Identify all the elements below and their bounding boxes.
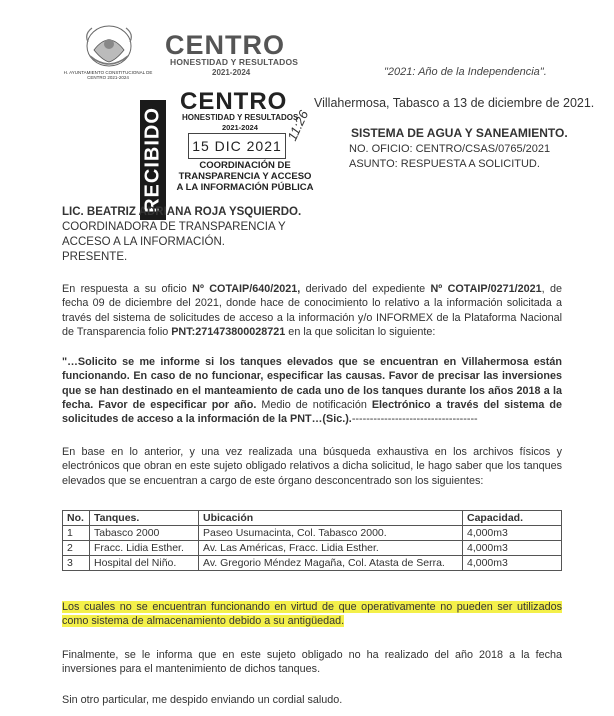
p1-office-ref: Nº COTAIP/640/2021, xyxy=(192,283,301,295)
quote-medium-label: Medio de notificación xyxy=(256,398,372,411)
cell-location: Av. Las Américas, Fracc. Lidia Esther. xyxy=(199,541,463,556)
stamp-office-line1: COORDINACIÓN DE xyxy=(199,160,291,171)
tanks-table xyxy=(62,510,562,571)
received-stamp-label xyxy=(140,100,166,220)
stamp-years: 2021-2024 xyxy=(222,123,258,132)
stamp-office-line3: A LA INFORMACIÓN PÚBLICA xyxy=(176,182,314,193)
paragraph-search: En base en lo anterior, y una vez realizada una búsqueda exhaustiva en los archivos físicos y electrónicos que obran en este sujeto obligado relativos a dicha solicitud, le hago saber que los tanques elevados que se encuentran a cargo de este órgano desconcentrado son los siguientes: xyxy=(62,446,562,487)
year-motto: "2021: Año de la Independencia". xyxy=(384,66,547,78)
col-header-no: No. xyxy=(63,511,90,526)
table-row xyxy=(63,526,562,541)
received-stamp-text: RECIBIDO xyxy=(141,107,164,213)
p1-text-d: en la que solicitan lo siguiente: xyxy=(285,325,436,338)
table-header-row xyxy=(63,511,562,526)
paragraph-investments: Finalmente, se le informa que en este sujeto obligado no ha realizado del año 2018 a la fecha inversiones para el mantenimiento de dichos tanques. xyxy=(62,649,562,676)
p1-text-a: En respuesta a su oficio xyxy=(62,283,193,295)
p1-text-c: , de fecha 09 de diciembre del 2021, donde hace de conocimiento lo relativo a la información solicitada a través del sistema de solicitudes de acceso a la información y/o INFORMEX de la Plataforma Nacional de Transparencia folio xyxy=(62,283,563,338)
cell-location: Av. Gregorio Méndez Magaña, Col. Atasta de Serra. xyxy=(199,556,463,571)
col-header-capacity: Capacidad. xyxy=(463,511,562,526)
paragraph-closing: Sin otro particular, me despido enviando un cordial saludo. xyxy=(62,694,343,706)
brand-name: CENTRO xyxy=(165,30,285,60)
highlighted-status: Los cuales no se encuentran funcionando en virtud de que operativamente no pueden ser utilizados como sistema de almacenamiento debido a su antigüedad. xyxy=(62,601,562,628)
cell-no: 1 xyxy=(63,526,90,541)
cell-capacity: 4,000m3 xyxy=(463,526,562,541)
stamp-date: 15 DIC 2021 xyxy=(188,133,286,159)
addressee-name: LIC. BEATRIZ ADRIANA ROJA YSQUIERDO. xyxy=(62,206,302,218)
subject-line: ASUNTO: RESPUESTA A SOLICITUD. xyxy=(349,158,540,170)
stamp-slogan: HONESTIDAD Y RESULTADOS xyxy=(182,113,299,122)
cell-no: 3 xyxy=(63,556,90,571)
paragraph-quote xyxy=(62,355,562,426)
municipal-seal-icon xyxy=(80,20,138,72)
handwritten-time: 11:26 xyxy=(284,108,312,143)
table-row xyxy=(63,541,562,556)
quote-request: "…Solicito se me informe si los tanques elevados que se encuentran en Villahermosa están funcionando. En caso de no funcionar, especificar las causas. Favor de precisar las inversiones que se han destinado en el manteamiento de cada uno de los tanques durante los años 2018 a la fecha. Favor de especificar por año. xyxy=(62,356,562,411)
col-header-location: Ubicación xyxy=(199,511,463,526)
addressee-line3: PRESENTE. xyxy=(62,251,128,263)
paragraph-request xyxy=(62,282,562,339)
p1-folio: PNT:271473800028721 xyxy=(171,325,286,338)
department-name: SISTEMA DE AGUA Y SANEAMIENTO. xyxy=(351,126,568,140)
stamp-office-line2: TRANSPARENCIA Y ACCESO xyxy=(178,171,312,182)
cell-no: 2 xyxy=(63,541,90,556)
stamp-office xyxy=(170,160,320,193)
cell-tank: Fracc. Lidia Esther. xyxy=(90,541,199,556)
stamp-brand-name: CENTRO xyxy=(180,88,288,115)
seal-caption: H. AYUNTAMIENTO CONSTITUCIONAL DE CENTRO 2021-2024 xyxy=(63,70,153,80)
table-row xyxy=(63,556,562,571)
addressee-line1: COORDINADORA DE TRANSPARENCIA Y xyxy=(62,221,286,233)
place-date: Villahermosa, Tabasco a 13 de diciembre de 2021. xyxy=(314,96,595,110)
quote-medium: Electrónico a través del sistema de solicitudes de acceso a la información de la PNT…(Sic.). xyxy=(62,398,563,426)
col-header-tank: Tanques. xyxy=(90,511,199,526)
p1-text-b: derivado del expediente xyxy=(300,283,431,295)
quote-dashes: ----------------------------------- xyxy=(351,413,478,426)
paragraph-status xyxy=(62,600,562,629)
addressee-line2: ACCESO A LA INFORMACIÓN. xyxy=(62,236,225,248)
brand-years: 2021-2024 xyxy=(212,68,251,77)
cell-location: Paseo Usumacinta, Col. Tabasco 2000. xyxy=(199,526,463,541)
cell-tank: Hospital del Niño. xyxy=(90,556,199,571)
p1-file-ref: Nº COTAIP/0271/2021 xyxy=(430,283,542,295)
cell-capacity: 4,000m3 xyxy=(463,556,562,571)
office-number: NO. OFICIO: CENTRO/CSAS/0765/2021 xyxy=(349,143,551,155)
cell-capacity: 4,000m3 xyxy=(463,541,562,556)
brand-slogan: HONESTIDAD Y RESULTADOS xyxy=(170,57,299,67)
cell-tank: Tabasco 2000 xyxy=(90,526,199,541)
